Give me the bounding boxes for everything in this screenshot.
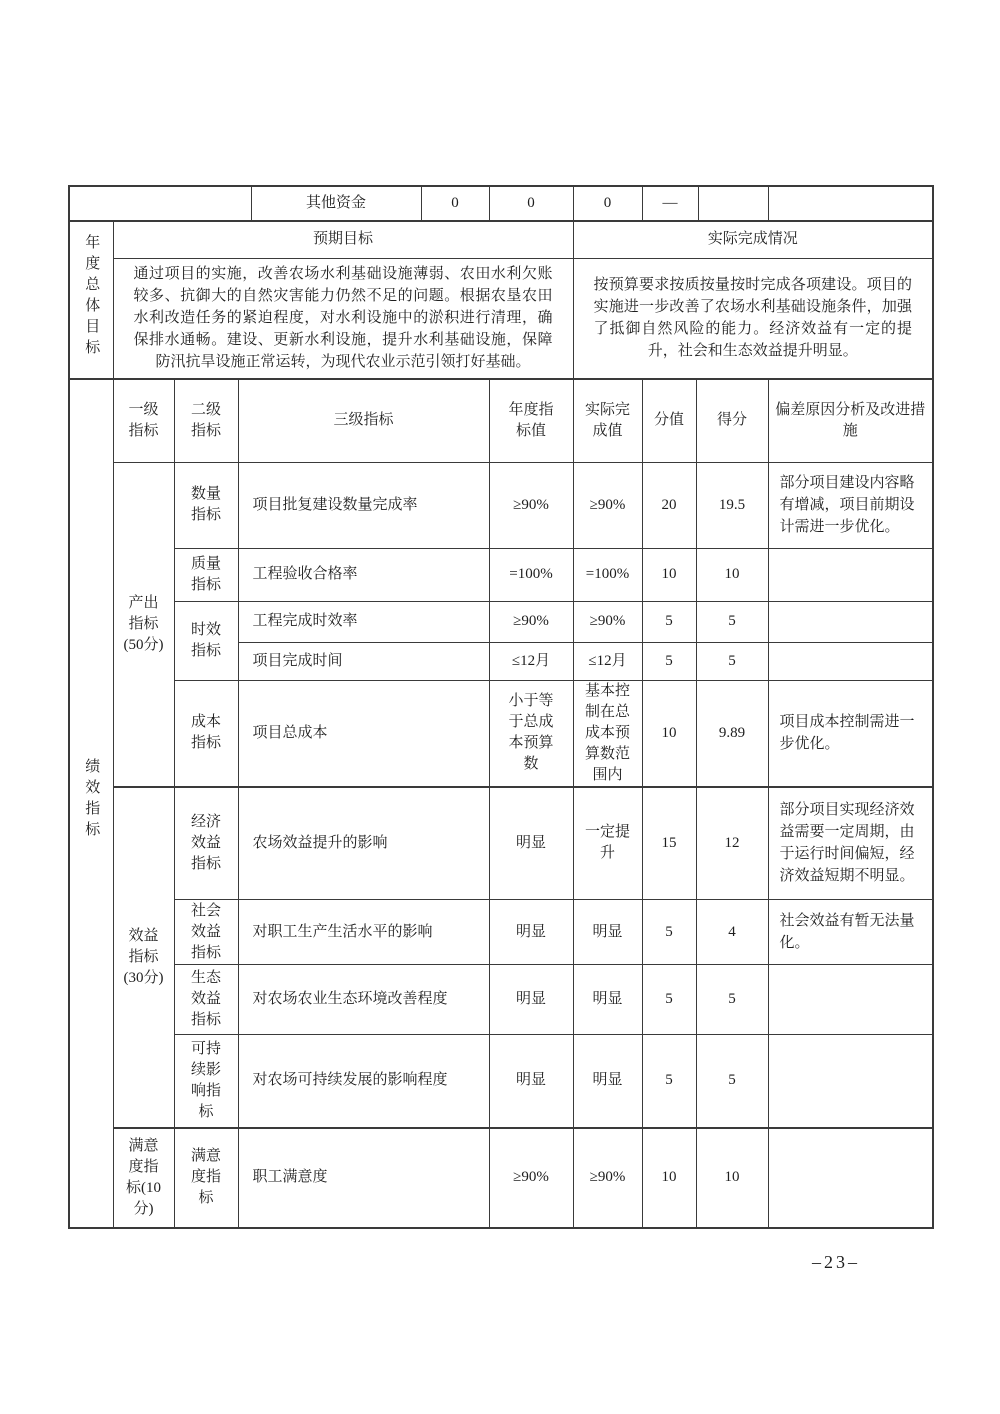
annual-goal-row-label xyxy=(69,221,113,379)
row7-level2: 生态效益指标 xyxy=(174,965,238,1035)
funds-row-blank-cell xyxy=(69,186,251,221)
row4-score-total: 10 xyxy=(642,680,696,787)
group-output: 产出指标(50分) xyxy=(113,462,174,787)
expected-goal-header: 预期目标 xyxy=(113,221,573,258)
group-satisfaction: 满意度指标(10分) xyxy=(113,1128,174,1228)
table-row xyxy=(69,900,933,965)
row3-deviation xyxy=(768,642,933,680)
row2-level3: 工程完成时效率 xyxy=(238,601,489,642)
row6-score: 4 xyxy=(696,900,768,965)
actual-completion-header: 实际完成情况 xyxy=(573,221,933,258)
funds-value-3: 0 xyxy=(573,186,642,221)
header-target: 年度指标值 xyxy=(489,379,573,462)
row6-deviation: 社会效益有暂无法量化。 xyxy=(768,900,933,965)
row5-actual: 一定提升 xyxy=(573,787,642,900)
row9-score-total: 10 xyxy=(642,1128,696,1228)
row3-target: ≤12月 xyxy=(489,642,573,680)
row9-actual: ≥90% xyxy=(573,1128,642,1228)
funds-value-1: 0 xyxy=(421,186,489,221)
table-row xyxy=(69,787,933,900)
row3-level3: 项目完成时间 xyxy=(238,642,489,680)
row0-target: ≥90% xyxy=(489,462,573,548)
row8-target: 明显 xyxy=(489,1035,573,1128)
row3-score-total: 5 xyxy=(642,642,696,680)
table-row xyxy=(69,548,933,601)
row8-score-total: 5 xyxy=(642,1035,696,1128)
row8-level3: 对农场可持续发展的影响程度 xyxy=(238,1035,489,1128)
header-score: 得分 xyxy=(696,379,768,462)
header-level2: 二级指标 xyxy=(174,379,238,462)
funds-table-fragment xyxy=(68,185,934,222)
row4-score: 9.89 xyxy=(696,680,768,787)
row5-deviation: 部分项目实现经济效益需要一定周期，由于运行时间偏短，经济效益短期不明显。 xyxy=(768,787,933,900)
row5-score: 12 xyxy=(696,787,768,900)
row1-deviation xyxy=(768,548,933,601)
row9-target: ≥90% xyxy=(489,1128,573,1228)
row0-level3: 项目批复建设数量完成率 xyxy=(238,462,489,548)
group-benefit: 效益指标(30分) xyxy=(113,787,174,1128)
row1-actual: =100% xyxy=(573,548,642,601)
row8-actual: 明显 xyxy=(573,1035,642,1128)
row0-level2: 数量指标 xyxy=(174,462,238,548)
row4-actual: 基本控制在总成本预算数范围内 xyxy=(573,680,642,787)
row7-target: 明显 xyxy=(489,965,573,1035)
funds-value-5 xyxy=(698,186,768,221)
row7-score-total: 5 xyxy=(642,965,696,1035)
performance-row-label-text: 绩效指标 xyxy=(83,757,100,842)
row7-actual: 明显 xyxy=(573,965,642,1035)
row0-score-total: 20 xyxy=(642,462,696,548)
actual-completion-text: 按预算要求按质按量按时完成各项建设。项目的实施进一步改善了农场水利基础设施条件，加强了抵御自然风险的能力。经济效益有一定的提升，社会和生态效益提升明显。 xyxy=(573,258,933,379)
table-row xyxy=(69,965,933,1035)
row5-score-total: 15 xyxy=(642,787,696,900)
row9-deviation xyxy=(768,1128,933,1228)
row5-level2: 经济效益指标 xyxy=(174,787,238,900)
header-score-total: 分值 xyxy=(642,379,696,462)
row7-deviation xyxy=(768,965,933,1035)
row6-level2: 社会效益指标 xyxy=(174,900,238,965)
row6-target: 明显 xyxy=(489,900,573,965)
funds-value-2: 0 xyxy=(489,186,573,221)
header-level1: 一级指标 xyxy=(113,379,174,462)
row9-score: 10 xyxy=(696,1128,768,1228)
table-row xyxy=(69,1128,933,1228)
row7-level3: 对农场农业生态环境改善程度 xyxy=(238,965,489,1035)
row4-deviation: 项目成本控制需进一步优化。 xyxy=(768,680,933,787)
header-deviation: 偏差原因分析及改进措施 xyxy=(768,379,933,462)
row0-actual: ≥90% xyxy=(573,462,642,548)
row3-actual: ≤12月 xyxy=(573,642,642,680)
row3-score: 5 xyxy=(696,642,768,680)
row8-deviation xyxy=(768,1035,933,1128)
header-actual: 实际完成值 xyxy=(573,379,642,462)
funds-row-label: 其他资金 xyxy=(251,186,421,221)
row2-score: 5 xyxy=(696,601,768,642)
row4-target: 小于等于总成本预算数 xyxy=(489,680,573,787)
row2-deviation xyxy=(768,601,933,642)
funds-value-6 xyxy=(768,186,933,221)
page-number: –23– xyxy=(812,1252,860,1272)
row1-score-total: 10 xyxy=(642,548,696,601)
row6-actual: 明显 xyxy=(573,900,642,965)
row0-deviation: 部分项目建设内容略有增减，项目前期设计需进一步优化。 xyxy=(768,462,933,548)
expected-goal-text: 通过项目的实施，改善农场水利基础设施薄弱、农田水利欠账较多、抗御大的自然灾害能力仍然不足的问题。根据农垦农田水利改造任务的紧迫程度，对水利设施中的淤积进行清理，确保排水通畅。建设、更新水利设施，提升水利基础设施，保障防汛抗旱设施正常运转，为现代农业示范引领打好基础。 xyxy=(113,258,573,379)
row2-score-total: 5 xyxy=(642,601,696,642)
row4-level2: 成本指标 xyxy=(174,680,238,787)
row1-level3: 工程验收合格率 xyxy=(238,548,489,601)
row5-target: 明显 xyxy=(489,787,573,900)
row7-score: 5 xyxy=(696,965,768,1035)
table-row xyxy=(69,680,933,787)
row2-level2: 时效指标 xyxy=(174,601,238,680)
header-level3: 三级指标 xyxy=(238,379,489,462)
performance-table xyxy=(68,220,934,1229)
row0-score: 19.5 xyxy=(696,462,768,548)
row6-level3: 对职工生产生活水平的影响 xyxy=(238,900,489,965)
table-row xyxy=(69,1035,933,1128)
funds-value-4: — xyxy=(642,186,698,221)
row8-level2: 可持续影响指标 xyxy=(174,1035,238,1128)
row6-score-total: 5 xyxy=(642,900,696,965)
row9-level2: 满意度指标 xyxy=(174,1128,238,1228)
row1-target: =100% xyxy=(489,548,573,601)
row2-target: ≥90% xyxy=(489,601,573,642)
performance-row-label xyxy=(69,379,113,1228)
row9-level3: 职工满意度 xyxy=(238,1128,489,1228)
row1-level2: 质量指标 xyxy=(174,548,238,601)
row5-level3: 农场效益提升的影响 xyxy=(238,787,489,900)
table-row xyxy=(69,462,933,548)
row1-score: 10 xyxy=(696,548,768,601)
row2-actual: ≥90% xyxy=(573,601,642,642)
row8-score: 5 xyxy=(696,1035,768,1128)
annual-goal-row-label-text: 年度总体目标 xyxy=(83,233,100,360)
row4-level3: 项目总成本 xyxy=(238,680,489,787)
table-row xyxy=(69,601,933,642)
